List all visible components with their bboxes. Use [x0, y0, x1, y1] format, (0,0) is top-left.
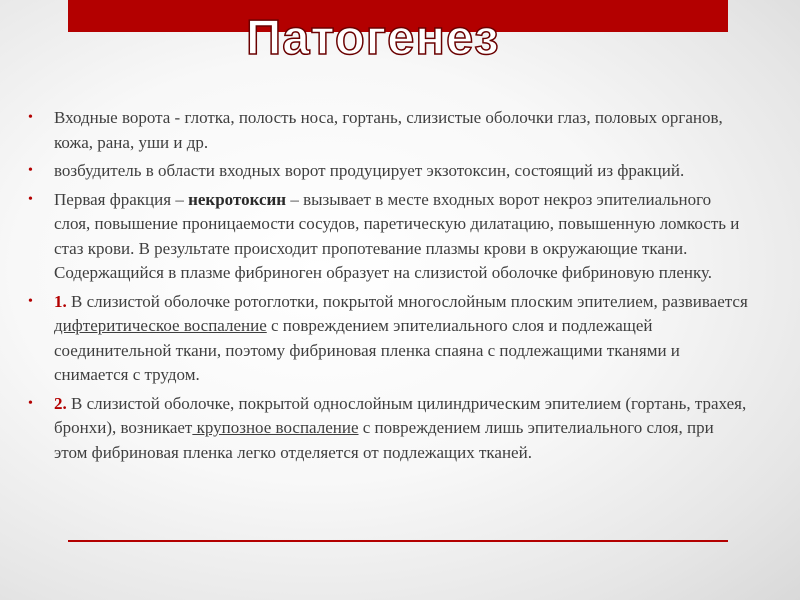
item-number: 1. [54, 291, 67, 311]
bullet-item-necrotoxin [28, 188, 748, 286]
bullet-text-post: – вызывает в месте входных ворот некроз эпителиального слоя, повышение проницаемости сосудов, паретическую дилатацию, повышенную ломкость и стаз крови. В результате происходит пропотевание плазмы крови в окружающие ткани. Содержащийся в плазме фибриноген образует на слизистой оболочке фибриновую пленку. [54, 189, 740, 282]
bullet-text-pre: В слизистой оболочке ротоглотки, покрытой многослойным плоским эпителием, развивается [66, 291, 748, 311]
bullet-icon: • [28, 110, 33, 125]
bullet-item-croupous [28, 392, 748, 466]
item-number: 2. [54, 393, 67, 413]
bullet-icon: • [28, 293, 33, 309]
slide-content [28, 106, 748, 469]
slide-title: Патогенез [246, 11, 500, 65]
bullet-item-diphtheritic [28, 290, 748, 388]
croupous-term: крупозное воспаление [192, 418, 359, 437]
diphtheritic-term: дифтеритическое воспаление [54, 316, 267, 335]
bullet-icon: • [28, 395, 33, 411]
bullet-text-post: с повреждением эпителиального слоя и подлежащей соединительной ткани, поэтому фибриновая пленка спаяна с подлежащими тканями и снимается с трудом. [54, 316, 680, 384]
bullet-text-pre: В слизистой оболочке, покрытой однослойным цилиндрическим эпителием (гортань, трахея, бронхи), возникает [54, 393, 747, 437]
bullet-text-pre: Первая фракция – [54, 189, 189, 209]
necrotoxin-term: некротоксин [188, 189, 287, 209]
bullet-icon: • [28, 163, 33, 178]
bullet-item-exotoxin [28, 159, 748, 184]
bullet-item-entry-gates [28, 106, 748, 155]
bullet-text: возбудитель в области входных ворот продуцирует экзотоксин, состоящий из фракций. [54, 161, 685, 180]
bullet-icon: • [28, 191, 33, 207]
bullet-text: Входные ворота - глотка, полость носа, гортань, слизистые оболочки глаз, половых органов, кожа, рана, уши и др. [54, 108, 723, 152]
bullet-text-post: с повреждением лишь эпителиального слоя, при этом фибриновая пленка легко отделяется от подлежащих тканей. [54, 418, 714, 462]
bullet-list [28, 106, 748, 465]
bottom-divider [68, 540, 728, 542]
